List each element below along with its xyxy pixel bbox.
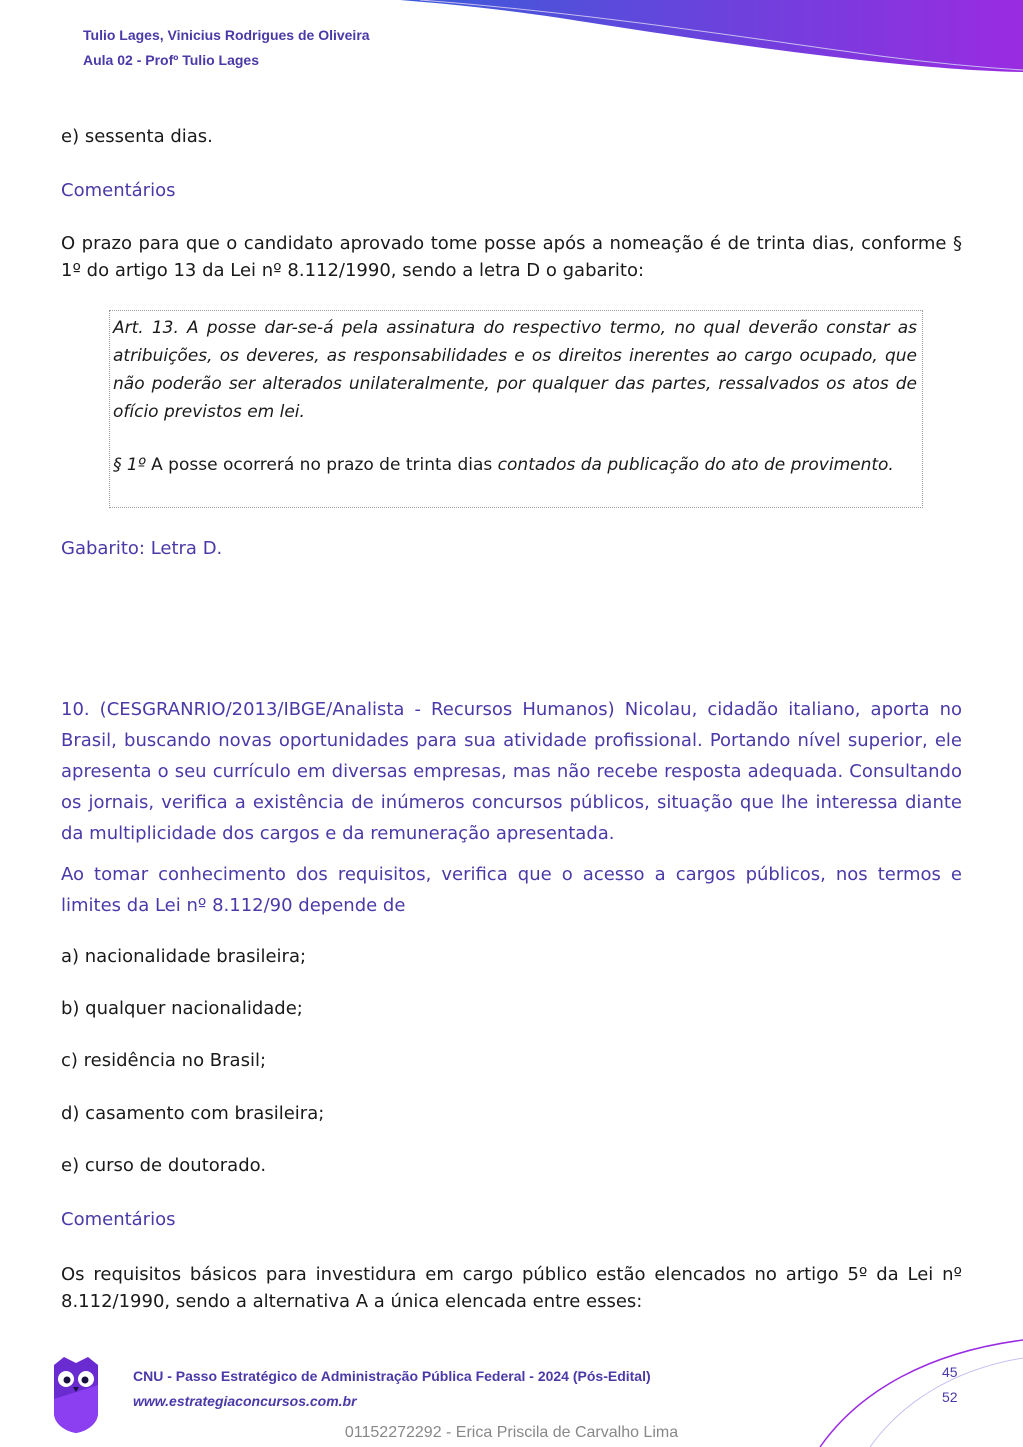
header-lesson: Aula 02 - Profº Tulio Lages xyxy=(83,52,259,68)
law-quote-box xyxy=(109,310,923,508)
page-number-current: 45 xyxy=(942,1364,958,1380)
header-wave-decoration xyxy=(0,0,1023,90)
quote-paragraph-rest: contados da publicação do ato de provimento. xyxy=(492,455,894,475)
comments-heading: Comentários xyxy=(61,1209,176,1230)
quote-paragraph-emphasis: A posse ocorrerá no prazo de trinta dias xyxy=(151,455,493,475)
footer-course-title: CNU - Passo Estratégico de Administração Pública Federal - 2024 (Pós-Edital) xyxy=(133,1368,651,1384)
licensee-watermark: 01152272292 - Erica Priscila de Carvalho Lima xyxy=(344,1424,679,1441)
question-prompt: Ao tomar conhecimento dos requisitos, verifica que o acesso a cargos públicos, nos termos e limites da Lei nº 8.112/90 depende de xyxy=(61,864,962,916)
quote-paragraph-prefix: § 1º xyxy=(113,455,152,475)
quote-paragraph xyxy=(113,451,917,479)
page-number-total: 52 xyxy=(942,1389,958,1405)
option-d: d) casamento com brasileira; xyxy=(61,1103,325,1124)
answer-line: Gabarito: Letra D. xyxy=(61,538,223,559)
comment-paragraph: O prazo para que o candidato aprovado tome posse após a nomeação é de trinta dias, conforme § 1º do artigo 13 da Lei nº 8.112/1990, sendo a letra D o gabarito: xyxy=(61,233,962,281)
option-c: c) residência no Brasil; xyxy=(61,1050,267,1071)
option-e: e) curso de doutorado. xyxy=(61,1155,267,1176)
owl-logo-icon xyxy=(50,1355,102,1435)
comment-paragraph: Os requisitos básicos para investidura em cargo público estão elencados no artigo 5º da Lei nº 8.112/1990, sendo a alternativa A a única elencada entre esses: xyxy=(61,1264,962,1312)
prev-option-e: e) sessenta dias. xyxy=(61,126,213,147)
header-authors: Tulio Lages, Vinicius Rodrigues de Oliveira xyxy=(83,27,370,43)
comments-heading: Comentários xyxy=(61,180,176,201)
option-b: b) qualquer nacionalidade; xyxy=(61,998,303,1019)
quote-article: Art. 13. A posse dar-se-á pela assinatura do respectivo termo, no qual deverão constar as atribuições, os deveres, as responsabilidades e os direitos inerentes ao cargo ocupado, que não poderão ser alterados unilateralmente, por qualquer das partes, ressalvados os atos de ofício previstos em lei. xyxy=(113,318,917,422)
question-statement: 10. (CESGRANRIO/2013/IBGE/Analista - Recursos Humanos) Nicolau, cidadão italiano, aporta no Brasil, buscando novas oportunidades para sua atividade profissional. Portando nível superior, ele apresenta o seu currículo em diversas empresas, mas não recebe resposta adequada. Consultando os jornais, verifica a existência de inúmeros concursos públicos, situação que lhe interessa diante da multiplicidade dos cargos e da remuneração apresentada. xyxy=(61,699,962,844)
footer-site-link[interactable]: www.estrategiaconcursos.com.br xyxy=(133,1393,357,1409)
option-a: a) nacionalidade brasileira; xyxy=(61,946,307,967)
